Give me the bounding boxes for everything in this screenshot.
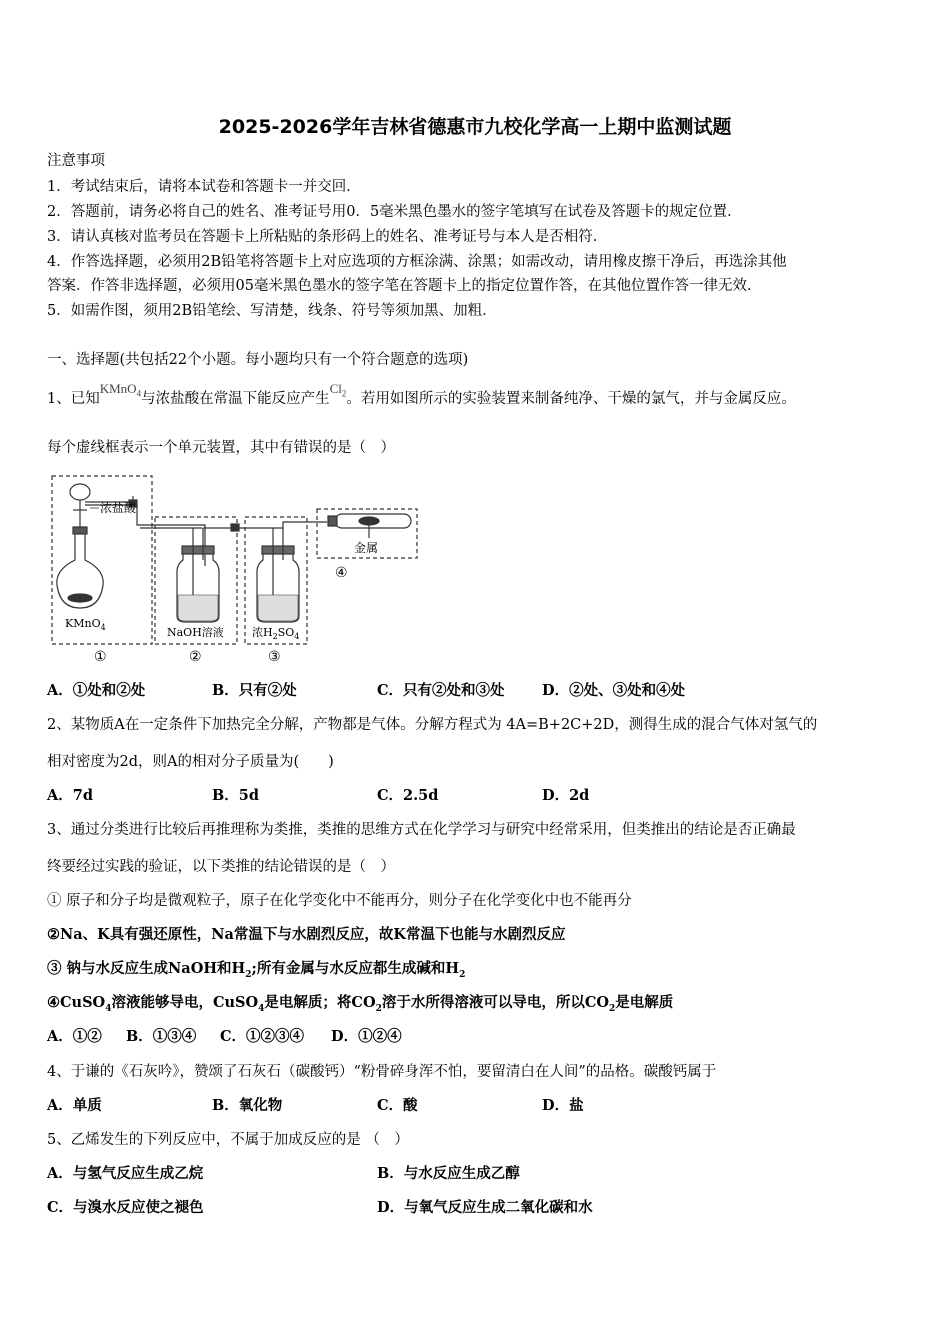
notice-item: 2．答题前，请务必将自己的姓名、准考证号用0．5毫米黑色墨水的签字笔填写在试卷及答题卡的规定位置． [47, 204, 742, 220]
label-kmno4: KMnO$_4$ [65, 617, 106, 632]
question-3-line2: 终要经过实践的验证，以下类推的结论错误的是（ ） [47, 859, 395, 875]
notice-heading: 注意事项 [47, 153, 105, 169]
q4-option-d[interactable]: D．盐 [542, 1097, 584, 1114]
formula-cl2: $Cl_2$ [329, 381, 347, 399]
unit-label-1: ① [94, 649, 107, 665]
unit-label-3: ③ [268, 649, 281, 665]
question-3-line1: 3、通过分类进行比较后再推理称为类推，类推的思维方式在化学学习与研究中经常采用，但类推出的结论是否正确最 [47, 822, 796, 838]
q2-option-d[interactable]: D．2d [542, 787, 590, 804]
section-heading: 一、选择题(共包括22个小题。每小题均只有一个符合题意的选项) [47, 352, 469, 368]
q3-option-d[interactable]: D．①②④ [331, 1028, 402, 1045]
q1-text-b: 与浓盐酸在常温下能反应产生 [141, 391, 330, 407]
q2-option-a[interactable]: A．7d [47, 787, 93, 804]
unit-box-2 [155, 517, 237, 644]
q5-option-d[interactable]: D．与氧气反应生成二氧化碳和水 [377, 1199, 593, 1216]
q1-option-a[interactable]: A．①处和②处 [47, 682, 146, 699]
q4-option-c[interactable]: C．酸 [377, 1097, 418, 1114]
notice-item: 5．如需作图，须用2B铅笔绘、写清楚，线条、符号等须加黑、加粗． [47, 303, 497, 319]
label-metal: 金属 [354, 541, 379, 555]
metal-sample [359, 517, 379, 525]
q3-option-b[interactable]: B．①③④ [126, 1028, 197, 1045]
q1-option-d[interactable]: D．②处、③处和④处 [542, 682, 686, 699]
q5-option-c[interactable]: C．与溴水反应使之褪色 [47, 1199, 204, 1216]
question-1-line1 [47, 381, 796, 414]
question-5-line1: 5、乙烯发生的下列反应中，不属于加成反应的是 （ ） [47, 1132, 409, 1148]
q3-statement-1: ① 原子和分子均是微观粒子，原子在化学变化中不能再分，则分子在化学变化中也不能再分 [47, 893, 632, 909]
q1-text-c: 。若用如图所示的实验装置来制备纯净、干燥的氯气，并与金属反应。 [346, 391, 796, 407]
label-h2so4: 浓$H_2SO_4$ [252, 626, 300, 641]
q4-option-b[interactable]: B．氧化物 [212, 1097, 283, 1114]
question-1-line2: 每个虚线框表示一个单元装置，其中有错误的是（ ） [47, 440, 395, 456]
funnel-bulb [70, 484, 90, 500]
question-2-line1: 2、某物质A在一定条件下加热完全分解，产物都是气体。分解方程式为 4A=B+2C+2D，测得生成的混合气体对氢气的 [47, 717, 818, 733]
q2-option-c[interactable]: C．2.5d [377, 787, 439, 804]
question-2-line2: 相对密度为2d，则A的相对分子质量为( ) [47, 754, 334, 770]
apparatus-diagram [45, 470, 435, 670]
q1-text-a: 1、已知 [47, 391, 100, 407]
unit-label-4: ④ [335, 565, 348, 581]
q3-statement-3: ③ 钠与水反应生成NaOH和$H_2$;所有金属与水反应都生成碱和$H_2$ [47, 960, 466, 980]
q3-statement-4: ④CuSO$_4$溶液能够导电，CuSO$_4$是电解质；将$CO_2$溶于水所得溶液可以导电，所以$CO_2$是电解质 [47, 994, 674, 1014]
q1-option-b[interactable]: B．只有②处 [212, 682, 297, 699]
notice-item: 3．请认真核对监考员在答题卡上所粘贴的条形码上的姓名、准考证号与本人是否相符． [47, 229, 608, 245]
notice-item: 1．考试结束后，请将本试卷和答题卡一并交回． [47, 179, 361, 195]
label-hcl: 浓盐酸 [100, 501, 137, 515]
question-4-line1: 4、于谦的《石灰吟》，赞颂了石灰石（碳酸钙）“粉骨碎身浑不怕，要留清白在人间”的品格。碳酸钙属于 [47, 1064, 717, 1080]
page-title: 2025-2026学年吉林省德惠市九校化学高一上期中监测试题 [218, 116, 732, 138]
formula-kmno4: KMnO$_4$ [99, 381, 142, 399]
q2-option-b[interactable]: B．5d [212, 787, 259, 804]
q5-option-a[interactable]: A．与氢气反应生成乙烷 [47, 1165, 204, 1182]
notice-item: 答案．作答非选择题，必须用05毫米黑色墨水的签字笔在答题卡上的指定位置作答，在其他位置作答一律无效． [47, 278, 762, 294]
q3-statement-2: ②Na、K具有强还原性，Na常温下与水剧烈反应，故K常温下也能与水剧烈反应 [47, 926, 566, 943]
q3-option-a[interactable]: A．①② [47, 1028, 102, 1045]
unit-label-2: ② [189, 649, 202, 665]
notice-item: 4．作答选择题，必须用2B铅笔将答题卡上对应选项的方框涂满、涂黑；如需改动，请用橡皮擦干净后，再选涂其他 [47, 254, 787, 270]
label-naoh: NaOH溶液 [167, 626, 224, 639]
q4-option-a[interactable]: A．单质 [47, 1097, 102, 1114]
q1-option-c[interactable]: C．只有②处和③处 [377, 682, 505, 699]
unit-box-3 [245, 517, 307, 644]
q5-option-b[interactable]: B．与水反应生成乙醇 [377, 1165, 520, 1182]
q3-option-c[interactable]: C．①②③④ [220, 1028, 305, 1045]
